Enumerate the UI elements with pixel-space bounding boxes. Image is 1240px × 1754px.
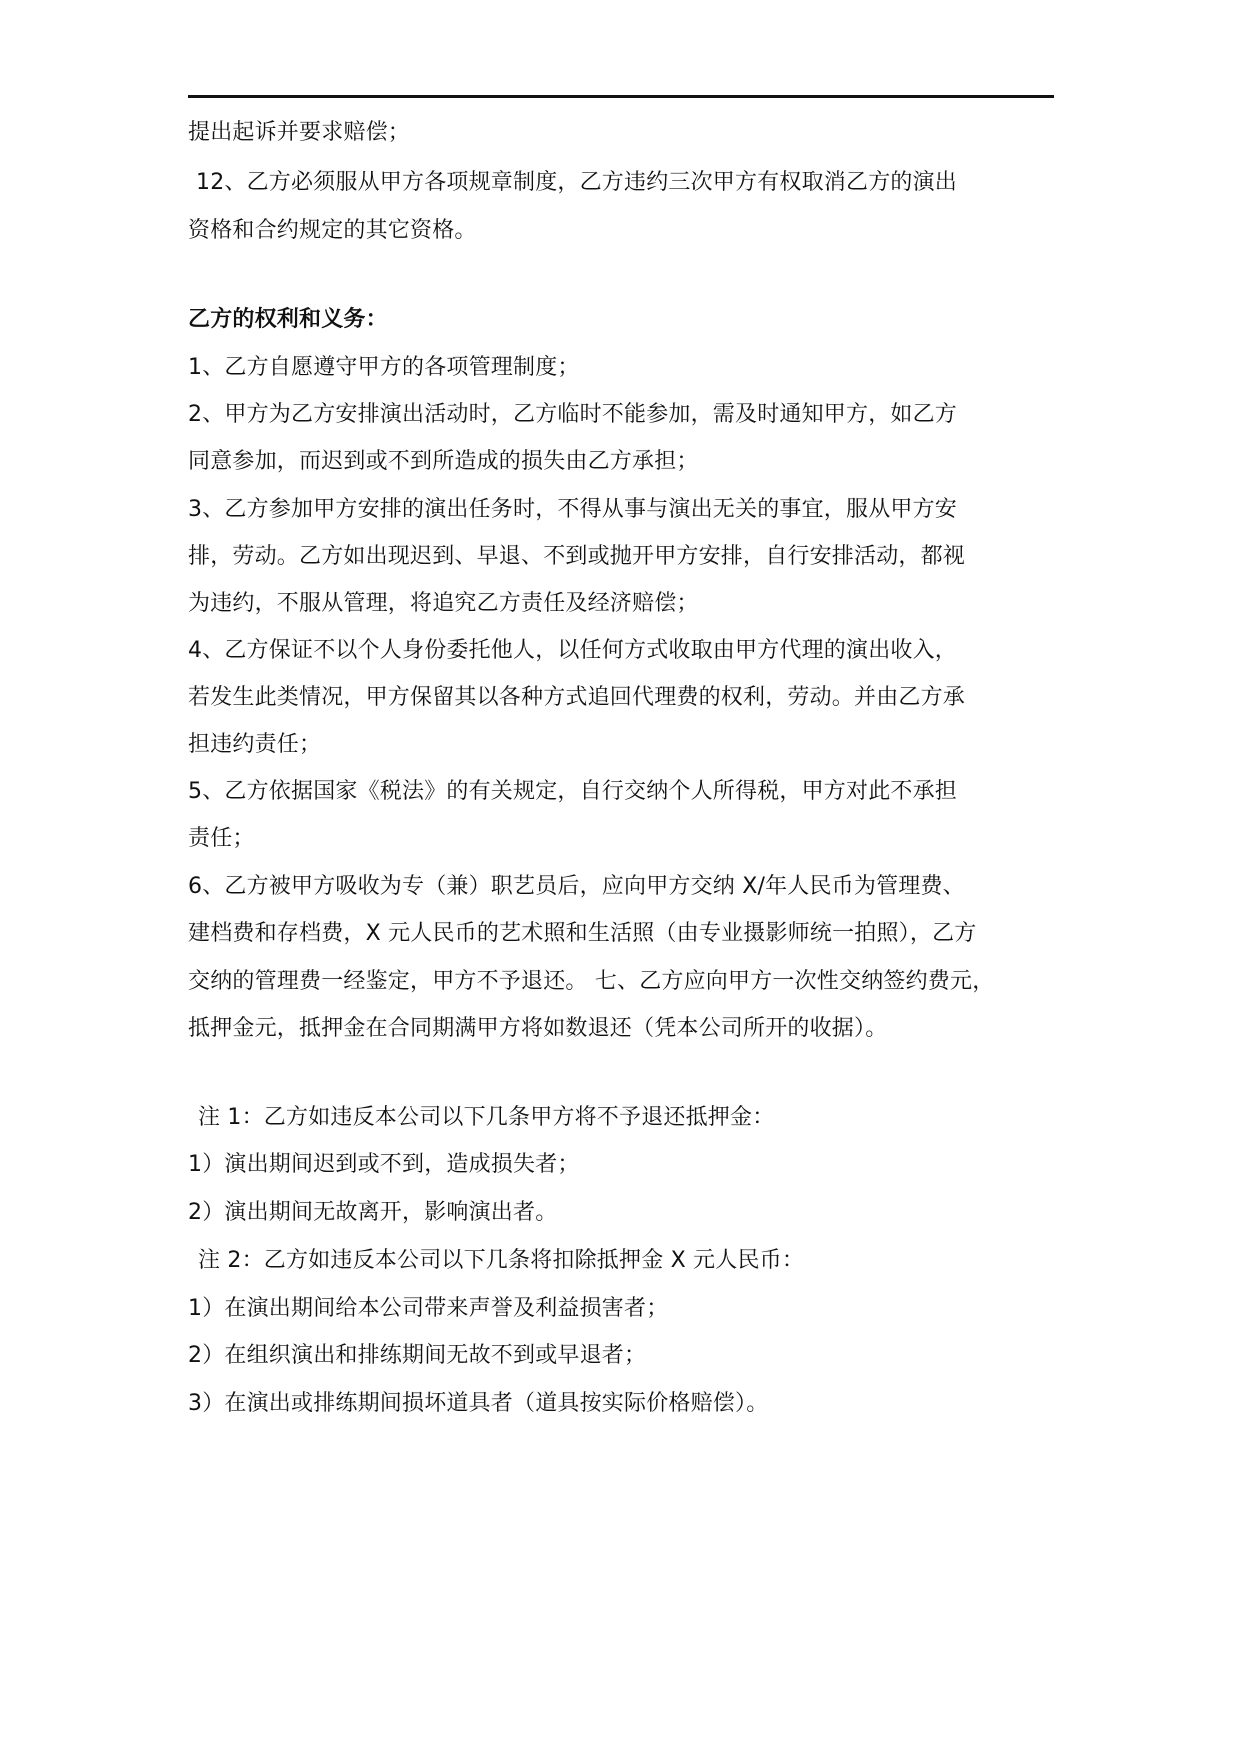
clause-1: 1、乙方自愿遵守甲方的各项管理制度； [188,355,580,380]
note-2-item: 1）在演出期间给本公司带来声誉及利益损害者； [188,1296,669,1321]
header-rule [188,95,1054,98]
clause-4: 4、乙方保证不以个人身份委托他人，以任何方式收取由甲方代理的演出收入， [188,638,957,663]
clause-2: 2、甲方为乙方安排演出活动时，乙方临时不能参加，需及时通知甲方，如乙方 [188,402,957,427]
body-line: 担违约责任； [188,732,322,757]
body-line: 交纳的管理费一经鉴定，甲方不予退还。 七、乙方应向甲方一次性交纳签约费元， [188,969,995,994]
note-2-item: 2）在组织演出和排练期间无故不到或早退者； [188,1343,647,1368]
clause-12: 12、乙方必须服从甲方各项规章制度，乙方违约三次甲方有权取消乙方的演出 [196,170,957,195]
body-line: 若发生此类情况，甲方保留其以各种方式追回代理费的权利，劳动。并由乙方承 [188,685,966,710]
body-line: 资格和合约规定的其它资格。 [188,218,477,243]
body-line: 抵押金元，抵押金在合同期满甲方将如数退还（凭本公司所开的收据）。 [188,1016,888,1041]
clause-6: 6、乙方被甲方吸收为专（兼）职艺员后，应向甲方交纳 X/年人民币为管理费、 [188,874,965,899]
note-1-item: 1）演出期间迟到或不到，造成损失者； [188,1152,580,1177]
clause-3: 3、乙方参加甲方安排的演出任务时，不得从事与演出无关的事宜，服从甲方安 [188,497,957,522]
note-2-item: 3）在演出或排练期间损坏道具者（道具按实际价格赔偿）。 [188,1391,769,1416]
body-line: 排，劳动。乙方如出现迟到、早退、不到或抛开甲方安排，自行安排活动，都视 [188,544,966,569]
clause-5: 5、乙方依据国家《税法》的有关规定，自行交纳个人所得税，甲方对此不承担 [188,779,957,804]
body-line: 为违约，不服从管理，将追究乙方责任及经济赔偿； [188,591,699,616]
note-1: 注 1：乙方如违反本公司以下几条甲方将不予退还抵押金： [198,1105,775,1130]
body-line: 责任； [188,826,255,851]
body-line: 建档费和存档费，X 元人民币的艺术照和生活照（由专业摄影师统一拍照），乙方 [188,921,977,946]
note-2: 注 2：乙方如违反本公司以下几条将扣除抵押金 X 元人民币： [198,1248,805,1273]
body-line: 提出起诉并要求赔偿； [188,120,411,145]
body-line: 同意参加，而迟到或不到所造成的损失由乙方承担； [188,449,699,474]
note-1-item: 2）演出期间无故离开，影响演出者。 [188,1200,558,1225]
section-heading: 乙方的权利和义务： [188,307,388,332]
